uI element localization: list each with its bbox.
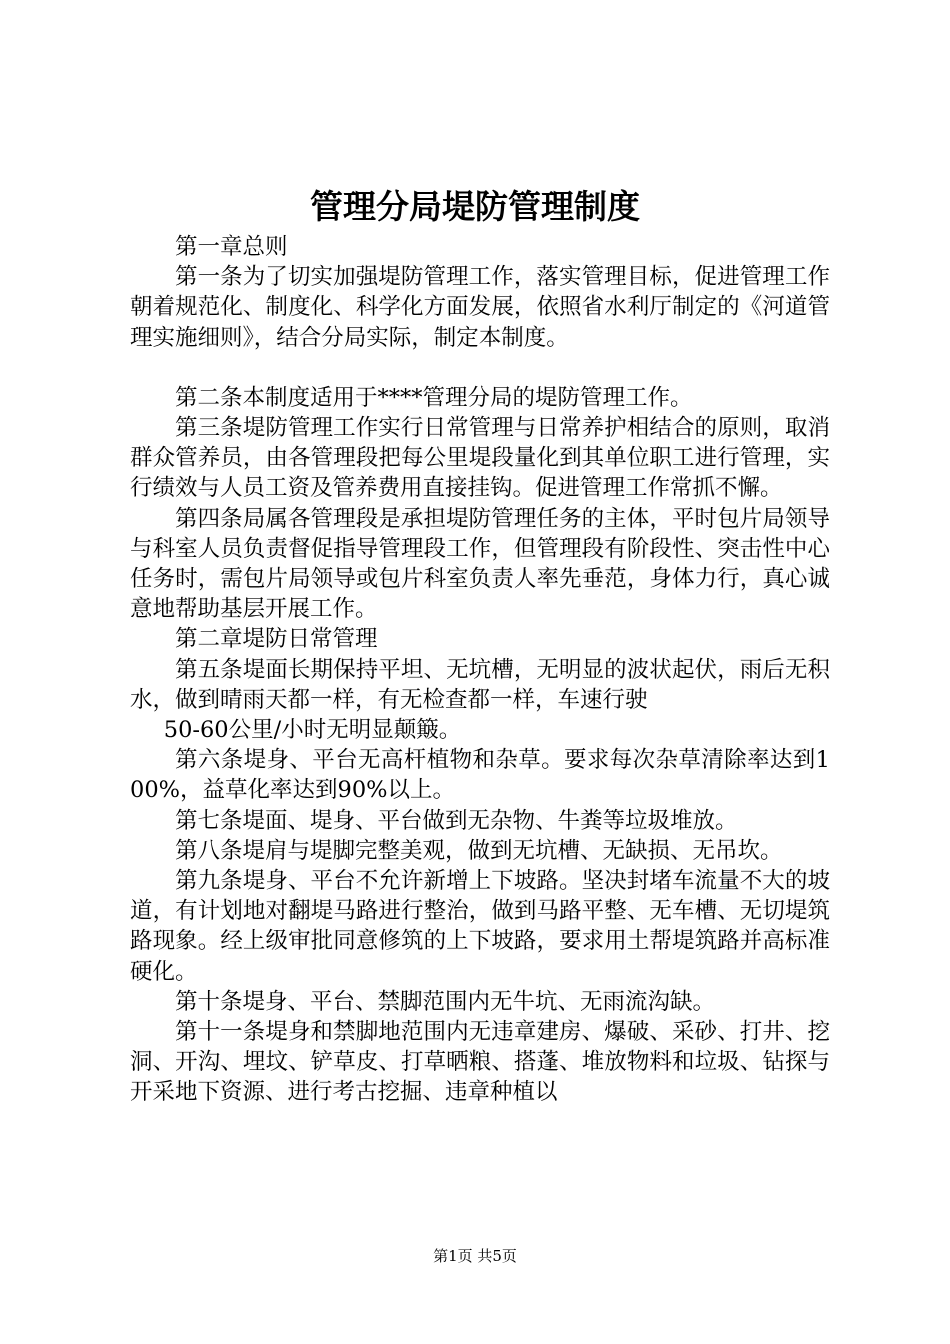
article-paragraph: 第四条局属各管理段是承担堤防管理任务的主体，平时包片局领导与科室人员负责督促指导管理段工作，但管理段有阶段性、突击性中心任务时，需包片局领导或包片科室负责人率先垂范，身体力行，真心诚意地帮助基层开展工作。 xyxy=(130,505,830,623)
chapter-heading: 第二章堤防日常管理 xyxy=(175,626,378,653)
article-paragraph: 第七条堤面、堤身、平台做到无杂物、牛粪等垃圾堆放。 xyxy=(175,807,738,834)
article-paragraph: 第五条堤面长期保持平坦、无坑槽，无明显的波状起伏，雨后无积水，做到晴雨天都一样，有无检查都一样，车速行驶 xyxy=(130,656,830,713)
article-paragraph: 第一条为了切实加强堤防管理工作，落实管理目标，促进管理工作朝着规范化、制度化、科学化方面发展，依照省水利厅制定的《河道管理实施细则》，结合分局实际，制定本制度。 xyxy=(130,264,830,351)
article-paragraph: 第九条堤身、平台不允许新增上下坡路。坚决封堵车流量不大的坡道，有计划地对翻堤马路进行整治，做到马路平整、无车槽、无切堤筑路现象。经上级审批同意修筑的上下坡路，要求用土帮堤筑路并高标准硬化。 xyxy=(130,868,830,985)
article-paragraph-continuation: 50-60公里/小时无明显颠簸。 xyxy=(163,717,462,744)
article-paragraph: 第二条本制度适用于****管理分局的堤防管理工作。 xyxy=(175,384,693,411)
article-paragraph: 第三条堤防管理工作实行日常管理与日常养护相结合的原则，取消群众管养员，由各管理段把每公里堤段量化到其单位职工进行管理，实行绩效与人员工资及管养费用直接挂钩。促进管理工作常抓不懈。 xyxy=(130,415,830,502)
article-paragraph: 第十条堤身、平台、禁脚范围内无牛坑、无雨流沟缺。 xyxy=(175,988,716,1015)
article-paragraph: 第八条堤肩与堤脚完整美观，做到无坑槽、无缺损、无吊坎。 xyxy=(175,837,783,864)
page-footer: 第1页 共5页 xyxy=(433,1247,517,1265)
document-body xyxy=(130,232,830,1108)
chapter-heading: 第一章总则 xyxy=(175,234,288,260)
article-paragraph: 第六条堤身、平台无高杆植物和杂草。要求每次杂草清除率达到100%，益草化率达到90%以上。 xyxy=(130,747,830,804)
document-title: 管理分局堤防管理制度 xyxy=(310,187,640,226)
article-paragraph: 第十一条堤身和禁脚地范围内无违章建房、爆破、采砂、打井、挖洞、开沟、埋坟、铲草皮、打草晒粮、搭蓬、堆放物料和垃圾、钻探与开采地下资源、进行考古挖掘、违章种植以 xyxy=(130,1019,830,1106)
